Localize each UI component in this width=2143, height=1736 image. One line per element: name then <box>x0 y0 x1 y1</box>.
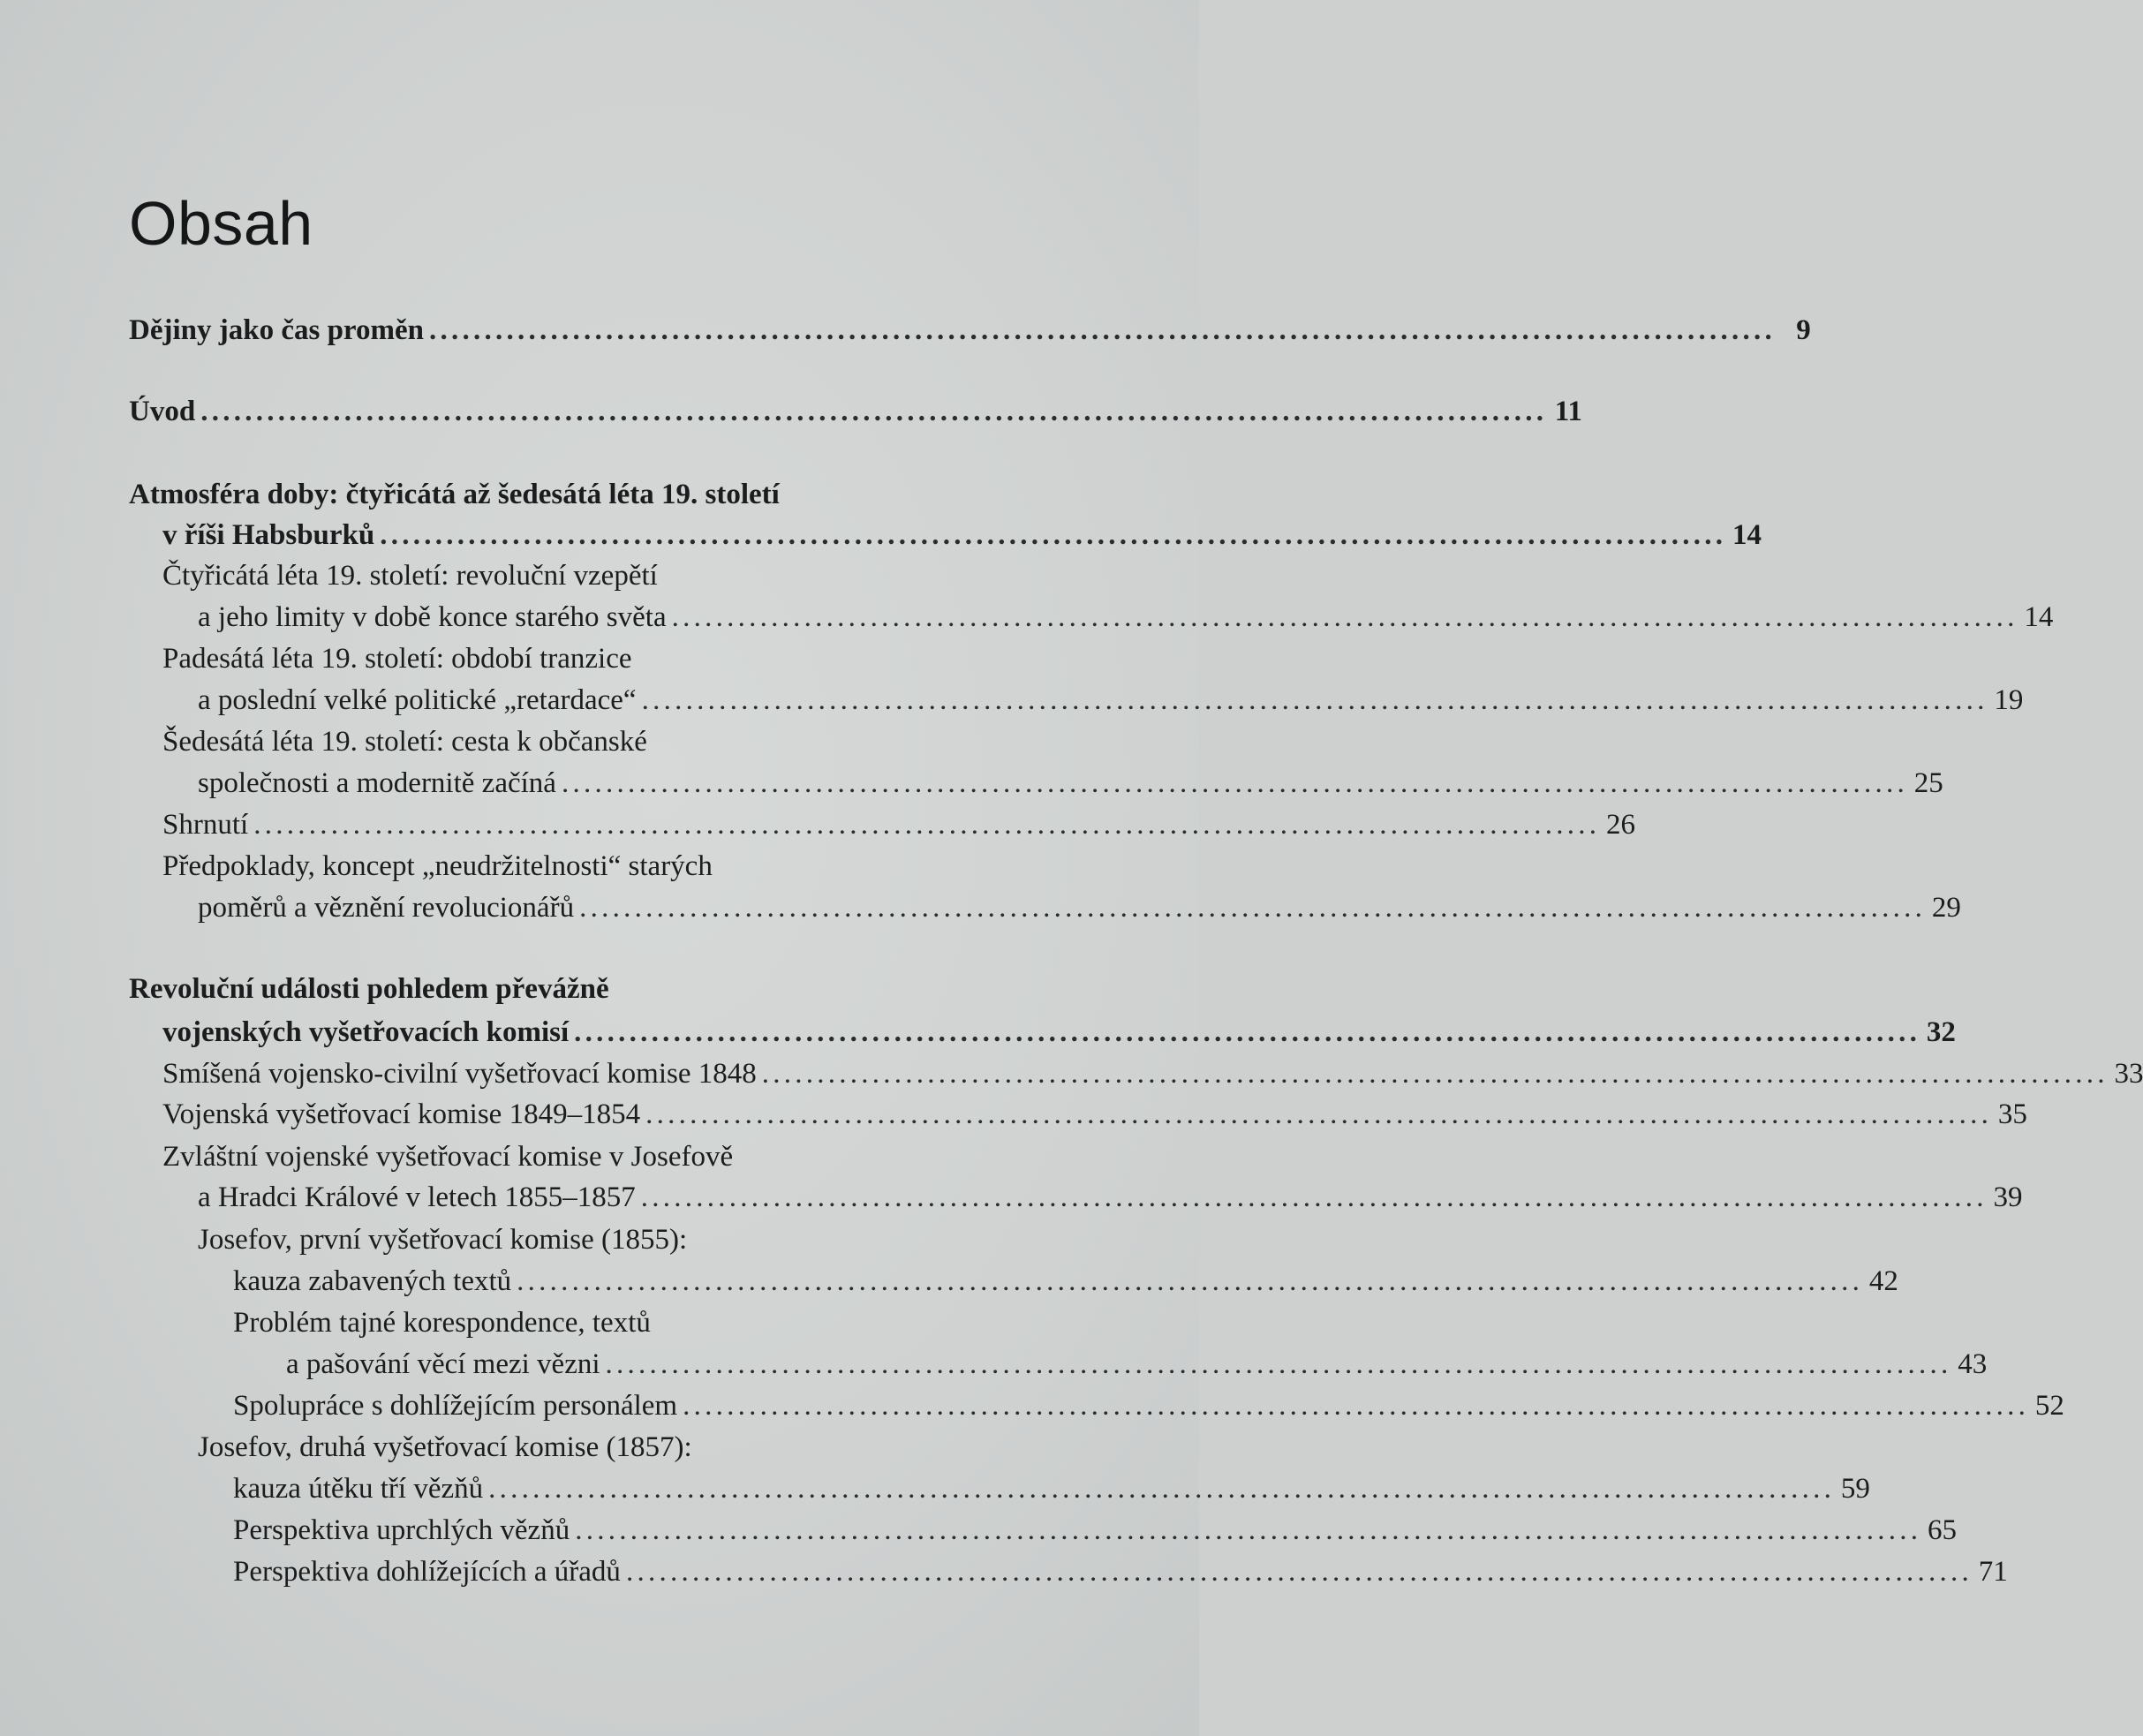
toc-entry-title: kauza zabavených textů <box>233 1265 512 1297</box>
dot-leader <box>683 1386 2024 1425</box>
toc-entry-title: v říši Habsburků <box>162 519 375 551</box>
toc-entry-continuation <box>129 1013 1956 1052</box>
toc-entry <box>129 475 1111 514</box>
toc-entry-title: Revoluční události pohledem převážně <box>129 973 609 1005</box>
toc-entry <box>129 805 1635 844</box>
toc-entry-continuation <box>129 681 2024 720</box>
dot-leader <box>672 598 2013 637</box>
toc-entry <box>129 1220 1180 1259</box>
toc-entry-title: Smíšená vojensko-civilní vyšetřovací komise 1848 <box>162 1058 757 1090</box>
toc-entry-title: Josefov, druhá vyšetřovací komise (1857): <box>198 1431 692 1463</box>
toc-page-number: 35 <box>1997 1098 2027 1130</box>
toc-entry-title: společnosti a modernitě začíná <box>198 767 556 799</box>
toc-entry-title: Vojenská vyšetřovací komise 1849–1854 <box>162 1098 641 1130</box>
toc-entry-title: Padesátá léta 19. století: období tranzice <box>162 643 632 675</box>
dot-leader <box>642 681 1983 720</box>
toc-page-number: 65 <box>1927 1514 1957 1546</box>
toc-page-number: 43 <box>1958 1348 1988 1380</box>
toc-entry <box>129 722 1144 761</box>
dot-leader <box>429 311 1770 350</box>
toc-entry-title: Shrnutí <box>162 809 249 841</box>
toc-page-number: 11 <box>1554 396 1582 427</box>
toc-entry-title: a Hradci Králové v letech 1855–1857 <box>198 1181 636 1213</box>
toc-page-number: 52 <box>2034 1390 2064 1422</box>
dot-leader <box>645 1095 1987 1134</box>
toc-entry-continuation <box>129 1178 2023 1217</box>
toc-entry <box>129 1428 1180 1467</box>
toc-page-number: 19 <box>1994 684 2024 716</box>
toc-page-number: 32 <box>1926 1016 1956 1048</box>
dot-leader <box>574 1013 1915 1052</box>
toc-entry-continuation <box>129 1469 1870 1508</box>
toc-entry-title: Zvláštní vojenské vyšetřovací komise v Josefově <box>162 1141 734 1173</box>
toc-entry <box>129 970 1111 1008</box>
toc-entry-title: Perspektiva dohlížejících a úřadů <box>233 1556 621 1588</box>
toc-page-number: 71 <box>1978 1556 2008 1588</box>
toc-entry-title: Čtyřicátá léta 19. století: revoluční vzepětí <box>162 560 658 592</box>
page-title: Obsah <box>129 189 313 258</box>
toc-entry <box>129 392 1582 431</box>
toc-page-number: 14 <box>1732 519 1762 551</box>
toc-page-number: 39 <box>1993 1181 2023 1213</box>
toc-entry <box>129 639 1144 678</box>
toc-entry <box>129 1303 1215 1342</box>
toc-entry <box>129 1386 2064 1425</box>
toc-entry-continuation <box>129 516 1762 555</box>
dot-leader <box>380 516 1721 555</box>
dot-leader <box>562 764 1903 803</box>
toc-entry <box>129 311 1811 350</box>
dot-leader <box>488 1469 1830 1508</box>
toc-entry-title: a pašování věcí mezi vězni <box>286 1348 600 1380</box>
toc-entry-title: vojenských vyšetřovacích komisí <box>162 1016 570 1048</box>
toc-page-number: 25 <box>1913 767 1943 799</box>
toc-entry <box>129 847 1144 886</box>
toc-entry <box>129 1095 2027 1134</box>
toc-entry-title: a jeho limity v době konce starého světa <box>198 601 667 633</box>
toc-entry <box>129 1137 1144 1176</box>
toc-entry-continuation <box>129 1262 1898 1301</box>
toc-entry-title: Šedesátá léta 19. století: cesta k občanské <box>162 726 647 758</box>
toc-entry-title: Perspektiva uprchlých vězňů <box>233 1514 570 1546</box>
toc-entry-title: Josefov, první vyšetřovací komise (1855): <box>198 1224 688 1256</box>
toc-entry-title: Atmosféra doby: čtyřicátá až šedesátá léta 19. století <box>129 479 780 510</box>
toc-entry-title: a poslední velké politické „retardace“ <box>198 684 637 716</box>
dot-leader <box>641 1178 1982 1217</box>
toc-entry-title: Problém tajné korespondence, textů <box>233 1307 651 1339</box>
toc-entry-title: Předpoklady, koncept „neudržitelnosti“ starých <box>162 850 713 882</box>
toc-entry-title: Spolupráce s dohlížejícím personálem <box>233 1390 678 1422</box>
toc-page-number: 29 <box>1931 892 1961 924</box>
toc-entry <box>129 1552 2008 1591</box>
toc-entry-continuation <box>129 1345 1988 1384</box>
toc-entry-continuation <box>129 888 1961 927</box>
toc-entry <box>129 1511 1957 1550</box>
toc-entry-continuation <box>129 764 1943 803</box>
toc-page-number: 33 <box>2114 1058 2143 1090</box>
dot-leader <box>517 1262 1858 1301</box>
dot-leader <box>579 888 1920 927</box>
toc-page-number: 26 <box>1605 809 1635 841</box>
toc-entry-title: Úvod <box>129 396 196 427</box>
toc-entry-continuation <box>129 598 2054 637</box>
toc-entry <box>129 1054 2143 1093</box>
toc-page-number: 9 <box>1796 314 1811 346</box>
dot-leader <box>253 805 1595 844</box>
toc-entry <box>129 556 1144 595</box>
toc-page-number: 42 <box>1868 1265 1898 1297</box>
dot-leader <box>200 392 1542 431</box>
toc-page-number: 59 <box>1840 1473 1870 1505</box>
toc-entry-title: poměrů a věznění revolucionářů <box>198 892 575 924</box>
dot-leader <box>606 1345 1947 1384</box>
toc-entry-title: kauza útěku tří vězňů <box>233 1473 484 1505</box>
dot-leader <box>575 1511 1916 1550</box>
toc-page-number: 14 <box>2024 601 2054 633</box>
dot-leader <box>626 1552 1967 1591</box>
toc-entry-title: Dějiny jako čas proměn <box>129 314 424 346</box>
dot-leader <box>762 1054 2103 1093</box>
